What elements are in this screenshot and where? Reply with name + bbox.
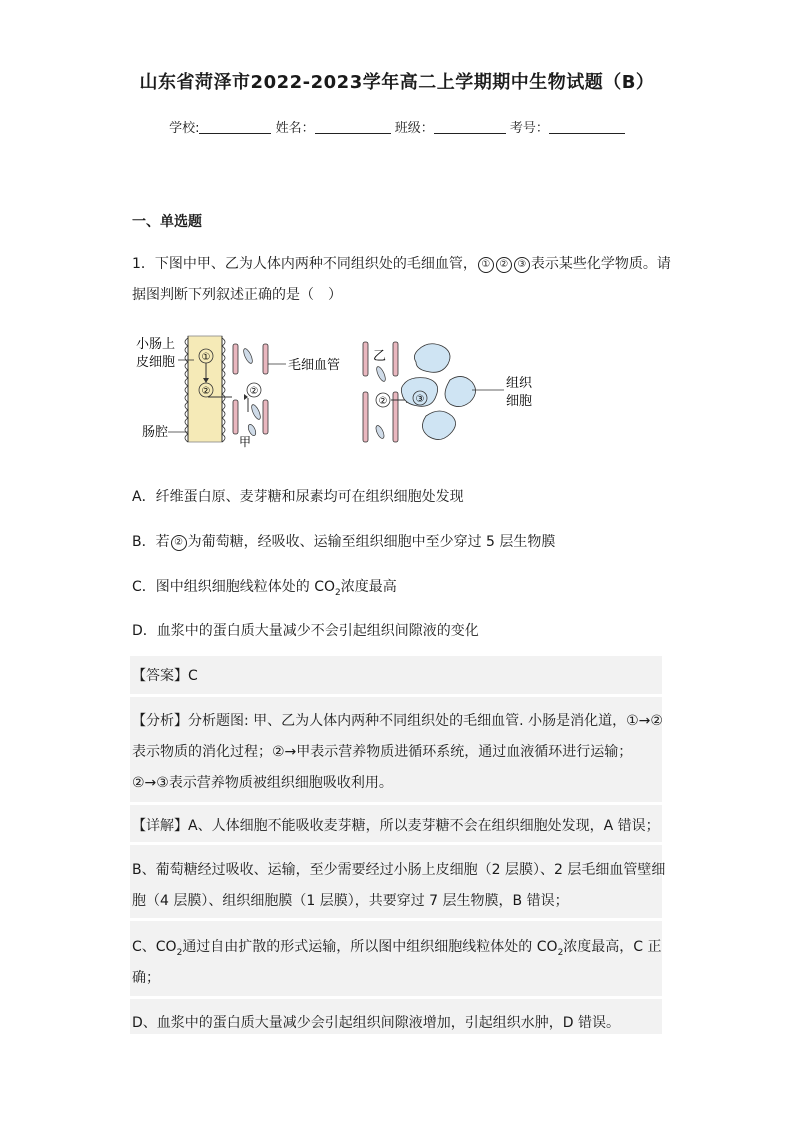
detail-c-line-1 (132, 936, 662, 958)
detail-c-end: 浓度最高，C 正 (563, 939, 662, 955)
detail-c-sub-a: 2 (176, 947, 183, 958)
mark-3-text: ③ (415, 394, 425, 405)
question-stem-line1 (132, 253, 671, 273)
analysis-arrow-3: ②→③ (132, 775, 169, 791)
detail-b-line-1: B、葡萄糖经过吸收、运输，至少需要经过小肠上皮细胞（2 层膜）、2 层毛细血管壁细 (132, 862, 666, 878)
analysis-line-2 (132, 741, 632, 761)
question-stem-suffix: 表示某些化学物质。请 (530, 256, 671, 272)
detail-c-co2-a: C、CO (132, 939, 177, 955)
option-c[interactable] (132, 576, 397, 598)
mark-3: ③ (514, 257, 530, 273)
arrow-head-jia (244, 394, 248, 400)
detail-a: 【详解】A、人体细胞不能吸收麦芽糖，所以麦芽糖不会在组织细胞处发现，A 错误； (132, 818, 660, 834)
student-info-row (0, 117, 794, 136)
analysis-text-2a: 表示物质的消化过程； (132, 744, 272, 760)
tissue-cells (401, 344, 475, 440)
label-jia: 甲 (239, 435, 252, 449)
detail-c-sub-b: 2 (557, 947, 564, 958)
mark-2: ② (496, 257, 512, 273)
capillary-diagram (136, 332, 556, 454)
class-label: 班级： (394, 121, 434, 136)
analysis-line-3 (132, 772, 393, 792)
label-yi: 乙 (373, 349, 387, 364)
analysis-arrow-2: ②→甲 (272, 744, 311, 760)
option-c-prefix: C．图中组织细胞线粒体处的 CO (132, 579, 336, 595)
option-d[interactable]: D．血浆中的蛋白质大量减少不会引起组织间隙液的变化 (132, 623, 479, 639)
mark-2c-text: ② (378, 396, 388, 407)
option-c-suffix: 浓度最高 (340, 579, 397, 595)
mark-1-text: ① (201, 352, 211, 363)
option-c-sub: 2 (335, 587, 341, 598)
option-a[interactable]: A．纤维蛋白原、麦芽糖和尿素均可在组织细胞处发现 (132, 489, 464, 505)
label-cell-1: 小肠上 (136, 337, 176, 352)
name-label: 姓名： (275, 121, 315, 136)
label-tissue-2: 细胞 (506, 394, 533, 409)
detail-b-line-2: 胞（4 层膜）、组织细胞膜（1 层膜），共要穿过 7 层生物膜，B 错误； (132, 893, 569, 909)
detail-c-mid: 通过自由扩散的形式运输，所以图中组织细胞线粒体处的 CO (182, 939, 558, 955)
analysis-arrow-1: ①→② (626, 713, 663, 729)
mark-2b-text: ② (249, 386, 259, 397)
option-b-prefix: B．若 (132, 534, 170, 550)
page-title: 山东省菏泽市2022-2023学年高二上学期期中生物试题（B） (139, 72, 655, 93)
name-blank[interactable] (315, 119, 391, 134)
analysis-line-1 (132, 710, 663, 730)
detail-d: D、血浆中的蛋白质大量减少会引起组织间隙液增加，引起组织水肿，D 错误。 (132, 1015, 621, 1031)
answer-line: 【答案】C (132, 668, 198, 684)
option-b-suffix: 为葡萄糖，经吸收、运输至组织细胞中至少穿过 5 层生物膜 (187, 534, 556, 550)
mark-1: ① (478, 257, 494, 273)
label-cell-2: 皮细胞 (136, 355, 176, 370)
analysis-text-2c: 表示营养物质进循环系统，通过血液循环进行运输； (310, 744, 633, 760)
label-capillary: 毛细血管 (288, 358, 341, 373)
analysis-text-3: 表示营养物质被组织细胞吸收利用。 (168, 775, 393, 791)
school-blank[interactable] (199, 119, 271, 134)
section-heading: 一、单选题 (132, 214, 202, 230)
number-label: 考号： (509, 121, 549, 136)
number-blank[interactable] (549, 119, 625, 134)
label-tissue-1: 组织 (506, 376, 533, 391)
class-blank[interactable] (434, 119, 506, 134)
mark-2-text: ② (201, 386, 211, 397)
detail-c-line-2: 确； (132, 970, 160, 986)
question-stem-line2: 据图判断下列叙述正确的是（ ） (132, 287, 342, 303)
label-lumen: 肠腔 (142, 425, 169, 440)
option-b-mark: ② (171, 535, 187, 551)
option-b[interactable] (132, 531, 555, 551)
analysis-text-1: 【分析】分析题图: 甲、乙为人体内两种不同组织处的毛细血管. 小肠是消化道， (132, 713, 627, 729)
school-label: 学校: (169, 121, 200, 136)
question-stem-text: 1．下图中甲、乙为人体内两种不同组织处的毛细血管， (132, 256, 477, 272)
